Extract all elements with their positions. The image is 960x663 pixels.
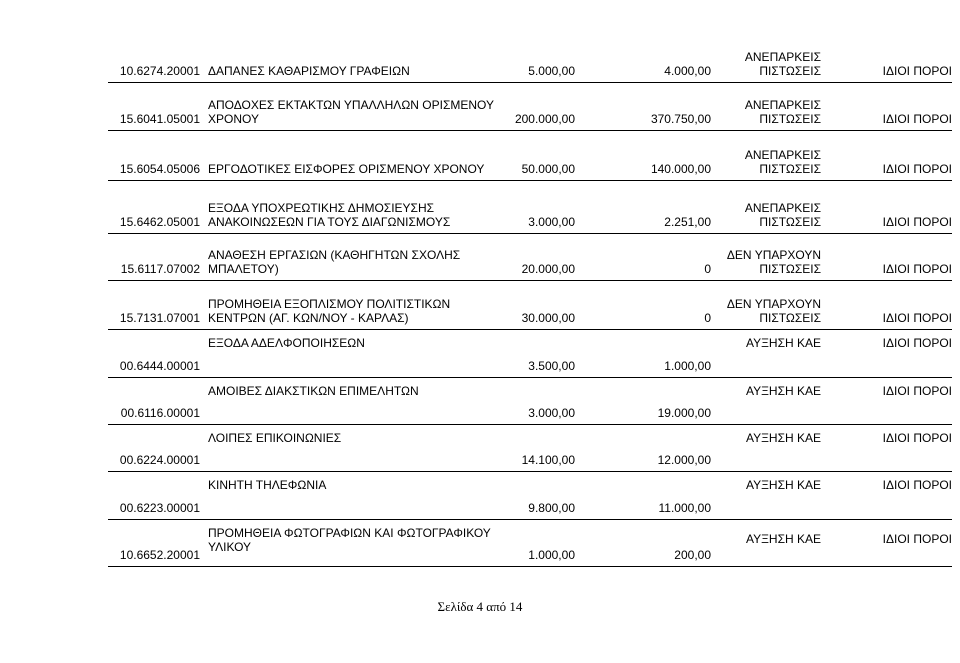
row-amount-1: 9.800,00 [528, 501, 575, 515]
row-code: 00.6223.00001 [119, 501, 200, 515]
table-row [108, 520, 952, 567]
row-source: ΙΔΙΟΙ ΠΟΡΟΙ [882, 262, 952, 276]
table-row [108, 281, 952, 330]
row-amount-1: 1.000,00 [528, 548, 575, 562]
row-source: ΙΔΙΟΙ ΠΟΡΟΙ [882, 336, 952, 350]
row-amount-2: 12.000,00 [657, 453, 711, 467]
page-number-footer: Σελίδα 4 από 14 [437, 599, 523, 614]
row-source: ΙΔΙΟΙ ΠΟΡΟΙ [882, 384, 952, 398]
row-description: ΠΡΟΜΗΘΕΙΑ ΦΩΤΟΓΡΑΦΙΩΝ ΚΑΙ ΦΩΤΟΓΡΑΦΙΚΟΥ ΥΛΙΚΟΥ [208, 526, 491, 554]
row-reason: ΑΝΕΠΑΡΚΕΙΣ ΠΙΣΤΩΣΕΙΣ [744, 98, 821, 126]
row-description: ΔΑΠΑΝΕΣ ΚΑΘΑΡΙΣΜΟΥ ΓΡΑΦΕΙΩΝ [208, 64, 410, 78]
row-description: ΑΝΑΘΕΣΗ ΕΡΓΑΣΙΩΝ (ΚΑΘΗΓΗΤΩΝ ΣΧΟΛΗΣ ΜΠΑΛΕΤΟΥ) [208, 248, 461, 276]
row-amount-1: 30.000,00 [521, 311, 575, 325]
row-amount-1: 5.000,00 [528, 64, 575, 78]
row-description: ΕΡΓΟΔΟΤΙΚΕΣ ΕΙΣΦΟΡΕΣ ΟΡΙΣΜΕΝΟΥ ΧΡΟΝΟΥ [208, 162, 485, 176]
row-source: ΙΔΙΟΙ ΠΟΡΟΙ [882, 431, 952, 445]
row-source: ΙΔΙΟΙ ΠΟΡΟΙ [882, 112, 952, 126]
row-reason: ΑΥΞΗΣΗ ΚΑΕ [745, 336, 821, 350]
row-description: ΠΡΟΜΗΘΕΙΑ ΕΞΟΠΛΙΣΜΟΥ ΠΟΛΙΤΙΣΤΙΚΩΝ ΚΕΝΤΡΩΝ (ΑΓ. ΚΩΝ/ΝΟΥ - ΚΑΡΛΑΣ) [208, 297, 451, 325]
row-amount-1: 50.000,00 [521, 162, 575, 176]
row-amount-2: 0 [704, 311, 711, 325]
budget-table [108, 45, 952, 567]
row-description: ΕΞΟΔΑ ΑΔΕΛΦΟΠΟΙΗΣΕΩΝ [208, 336, 365, 350]
row-amount-2: 2.251,00 [664, 215, 711, 229]
row-amount-2: 370.750,00 [650, 112, 711, 126]
row-code: 15.6117.07002 [120, 262, 200, 276]
row-source: ΙΔΙΟΙ ΠΟΡΟΙ [882, 532, 952, 546]
row-code: 00.6224.00001 [119, 453, 200, 467]
row-reason: ΑΝΕΠΑΡΚΕΙΣ ΠΙΣΤΩΣΕΙΣ [744, 50, 821, 78]
row-code: 15.7131.07001 [119, 311, 200, 325]
row-description: ΚΙΝΗΤΗ ΤΗΛΕΦΩΝΙΑ [208, 478, 327, 492]
row-reason: ΑΥΞΗΣΗ ΚΑΕ [745, 384, 821, 398]
row-amount-2: 0 [704, 262, 711, 276]
table-row [108, 83, 952, 131]
row-amount-1: 14.100,00 [521, 453, 575, 467]
table-row [108, 131, 952, 181]
row-amount-1: 3.500,00 [528, 359, 575, 373]
row-code: 15.6054.05006 [119, 162, 200, 176]
row-description: ΛΟΙΠΕΣ ΕΠΙΚΟΙΝΩΝΙΕΣ [208, 431, 342, 445]
row-description: ΑΜΟΙΒΕΣ ΔΙΑΚΣΤΙΚΩΝ ΕΠΙΜΕΛΗΤΩΝ [208, 384, 419, 398]
row-amount-2: 1.000,00 [664, 359, 711, 373]
table-row [108, 181, 952, 234]
table-row [108, 472, 952, 520]
row-code: 15.6041.05001 [119, 112, 200, 126]
row-amount-1: 3.000,00 [528, 215, 575, 229]
row-amount-2: 200,00 [674, 548, 711, 562]
row-description: ΕΞΟΔΑ ΥΠΟΧΡΕΩΤΙΚΗΣ ΔΗΜΟΣΙΕΥΣΗΣ ΑΝΑΚΟΙΝΩΣΕΩΝ ΓΙΑ ΤΟΥΣ ΔΙΑΓΩΝΙΣΜΟΥΣ [208, 201, 451, 229]
row-reason: ΑΝΕΠΑΡΚΕΙΣ ΠΙΣΤΩΣΕΙΣ [744, 201, 821, 229]
row-code: 15.6462.05001 [119, 215, 200, 229]
table-row [108, 425, 952, 472]
row-reason: ΑΥΞΗΣΗ ΚΑΕ [745, 532, 821, 546]
row-reason: ΑΝΕΠΑΡΚΕΙΣ ΠΙΣΤΩΣΕΙΣ [744, 148, 821, 176]
row-source: ΙΔΙΟΙ ΠΟΡΟΙ [882, 478, 952, 492]
row-description: ΑΠΟΔΟΧΕΣ ΕΚΤΑΚΤΩΝ ΥΠΑΛΛΗΛΩΝ ΟΡΙΣΜΕΝΟΥ ΧΡΟΝΟΥ [208, 98, 494, 126]
row-source: ΙΔΙΟΙ ΠΟΡΟΙ [882, 311, 952, 325]
row-source: ΙΔΙΟΙ ΠΟΡΟΙ [882, 162, 952, 176]
row-source: ΙΔΙΟΙ ΠΟΡΟΙ [882, 64, 952, 78]
row-reason: ΔΕΝ ΥΠΑΡΧΟΥΝ ΠΙΣΤΩΣΕΙΣ [726, 297, 821, 325]
row-reason: ΑΥΞΗΣΗ ΚΑΕ [745, 478, 821, 492]
row-amount-1: 200.000,00 [514, 112, 575, 126]
row-code: 00.6444.00001 [119, 359, 200, 373]
row-amount-2: 4.000,00 [664, 64, 711, 78]
row-code: 10.6652.20001 [119, 548, 200, 562]
table-row [108, 330, 952, 378]
row-amount-1: 20.000,00 [521, 262, 575, 276]
table-row [108, 45, 952, 83]
row-code: 00.6116.00001 [120, 406, 200, 420]
row-source: ΙΔΙΟΙ ΠΟΡΟΙ [882, 215, 952, 229]
row-amount-2: 19.000,00 [657, 406, 711, 420]
row-amount-2: 11.000,00 [658, 501, 711, 515]
row-amount-2: 140.000,00 [650, 162, 711, 176]
table-row [108, 378, 952, 425]
row-amount-1: 3.000,00 [528, 406, 575, 420]
row-code: 10.6274.20001 [119, 64, 200, 78]
row-reason: ΔΕΝ ΥΠΑΡΧΟΥΝ ΠΙΣΤΩΣΕΙΣ [726, 248, 821, 276]
row-reason: ΑΥΞΗΣΗ ΚΑΕ [745, 431, 821, 445]
table-row [108, 234, 952, 281]
